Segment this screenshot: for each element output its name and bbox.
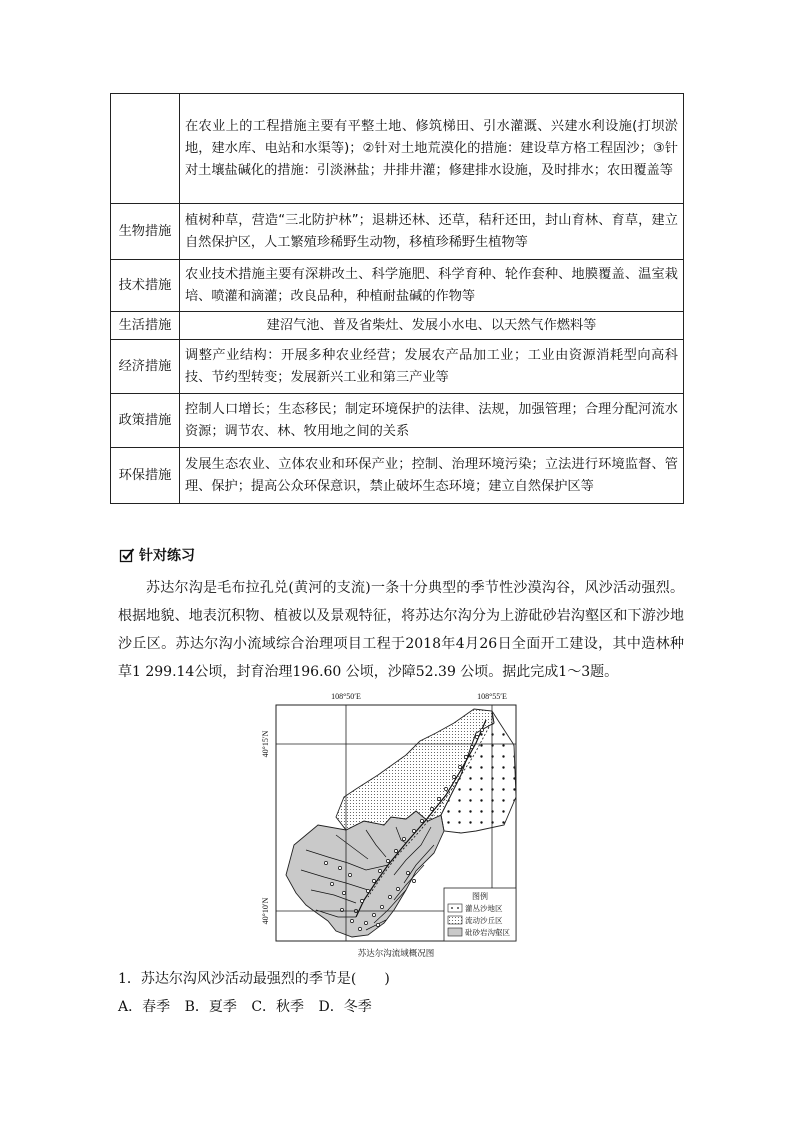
question-options [118,996,380,1018]
option-a[interactable]: A．春季 [118,999,171,1015]
intro-paragraph: 苏达尔沟是毛布拉孔兑(黄河的支流)一条十分典型的季节性沙漠沟谷，风沙活动强烈。根据地貌、地表沉积物、植被以及景观特征，将苏达尔沟分为上游砒砂岩沟壑区和下游沙地沙丘区。苏达尔沟小流域综合治理项目工程于2018年4月26日全面开工建设，其中造林种草1 299.14公顷，封育治理196.60 公顷，沙障52.39 公顷。据此完成1～3题。 [118,580,684,680]
map-caption: 苏达尔沟流域概况图 [357,949,435,959]
map-legend [444,888,516,941]
lon-left-label: 108°50′E [331,692,361,701]
content-cell: 植树种草，营造“三北防护林”；退耕还林、还草，秸秆还田，封山育林、育草，建立自然保护区，人工繁殖珍稀野生动物，移植珍稀野生植物等 [180,204,684,260]
lat-top-label: 40°15′N [261,730,270,758]
checkbox-icon [119,547,135,563]
category-cell: 技术措施 [111,260,180,312]
content-cell: 调整产业结构：开展多种农业经营；发展农产品加工业；工业由资源消耗型向高科技、节约型转变；发展新兴工业和第三产业等 [180,340,684,394]
category-cell: 环保措施 [111,448,180,504]
table-row [111,312,684,340]
legend-swatch-gully [448,928,462,936]
question-stem: 1．苏达尔沟风沙活动最强烈的季节是( ) [118,971,390,987]
option-b[interactable]: B．夏季 [184,999,237,1015]
table-row [111,394,684,448]
content-cell: 发展生态农业、立体农业和环保产业；控制、治理环境污染；立法进行环境监督、管理、保护；提高公众环保意识，禁止破坏生态环境；建立自然保护区等 [180,448,684,504]
category-cell: 政策措施 [111,394,180,448]
content-cell: 建沼气池、普及省柴灶、发展小水电、以天然气作燃料等 [180,312,684,340]
table-row [111,448,684,504]
practice-heading [119,545,195,565]
lat-bottom-label: 40°10′N [261,897,270,925]
category-cell: 生活措施 [111,312,180,340]
practice-title: 针对练习 [139,548,195,564]
basin-map [256,685,538,960]
table-row [111,204,684,260]
category-cell: 经济措施 [111,340,180,394]
legend-item-gully: 砒砂岩沟壑区 [465,928,510,937]
content-cell: 农业技术措施主要有深耕改土、科学施肥、科学育种、轮作套种、地膜覆盖、温室栽培、喷灌和滴灌；改良品种，种植耐盐碱的作物等 [180,260,684,312]
table-row [111,340,684,394]
legend-item-shrub: 灌丛沙地区 [465,904,503,913]
legend-item-dune: 流动沙丘区 [465,916,503,925]
option-d[interactable]: D．冬季 [318,999,372,1015]
category-cell: 生物措施 [111,204,180,260]
legend-title: 图例 [472,892,488,901]
measures-table [110,93,684,504]
option-c[interactable]: C．秋季 [251,999,305,1015]
legend-swatch-dune [448,916,462,924]
content-cell: 控制人口增长；生态移民；制定环境保护的法律、法规，加强管理；合理分配河流水资源；调节农、林、牧用地之间的关系 [180,394,684,448]
category-cell [111,94,180,204]
table-row [111,260,684,312]
table-row [111,94,684,204]
lon-right-label: 108°55′E [477,692,507,701]
content-cell: 在农业上的工程措施主要有平整土地、修筑梯田、引水灌溉、兴建水利设施(打坝淤地，建水库、电站和水渠等)；②针对土地荒漠化的措施：建设草方格工程固沙；③针对土壤盐碱化的措施：引淡淋盐；井排井灌；修建排水设施，及时排水；农田覆盖等 [180,94,684,204]
legend-swatch-shrub [448,904,462,912]
